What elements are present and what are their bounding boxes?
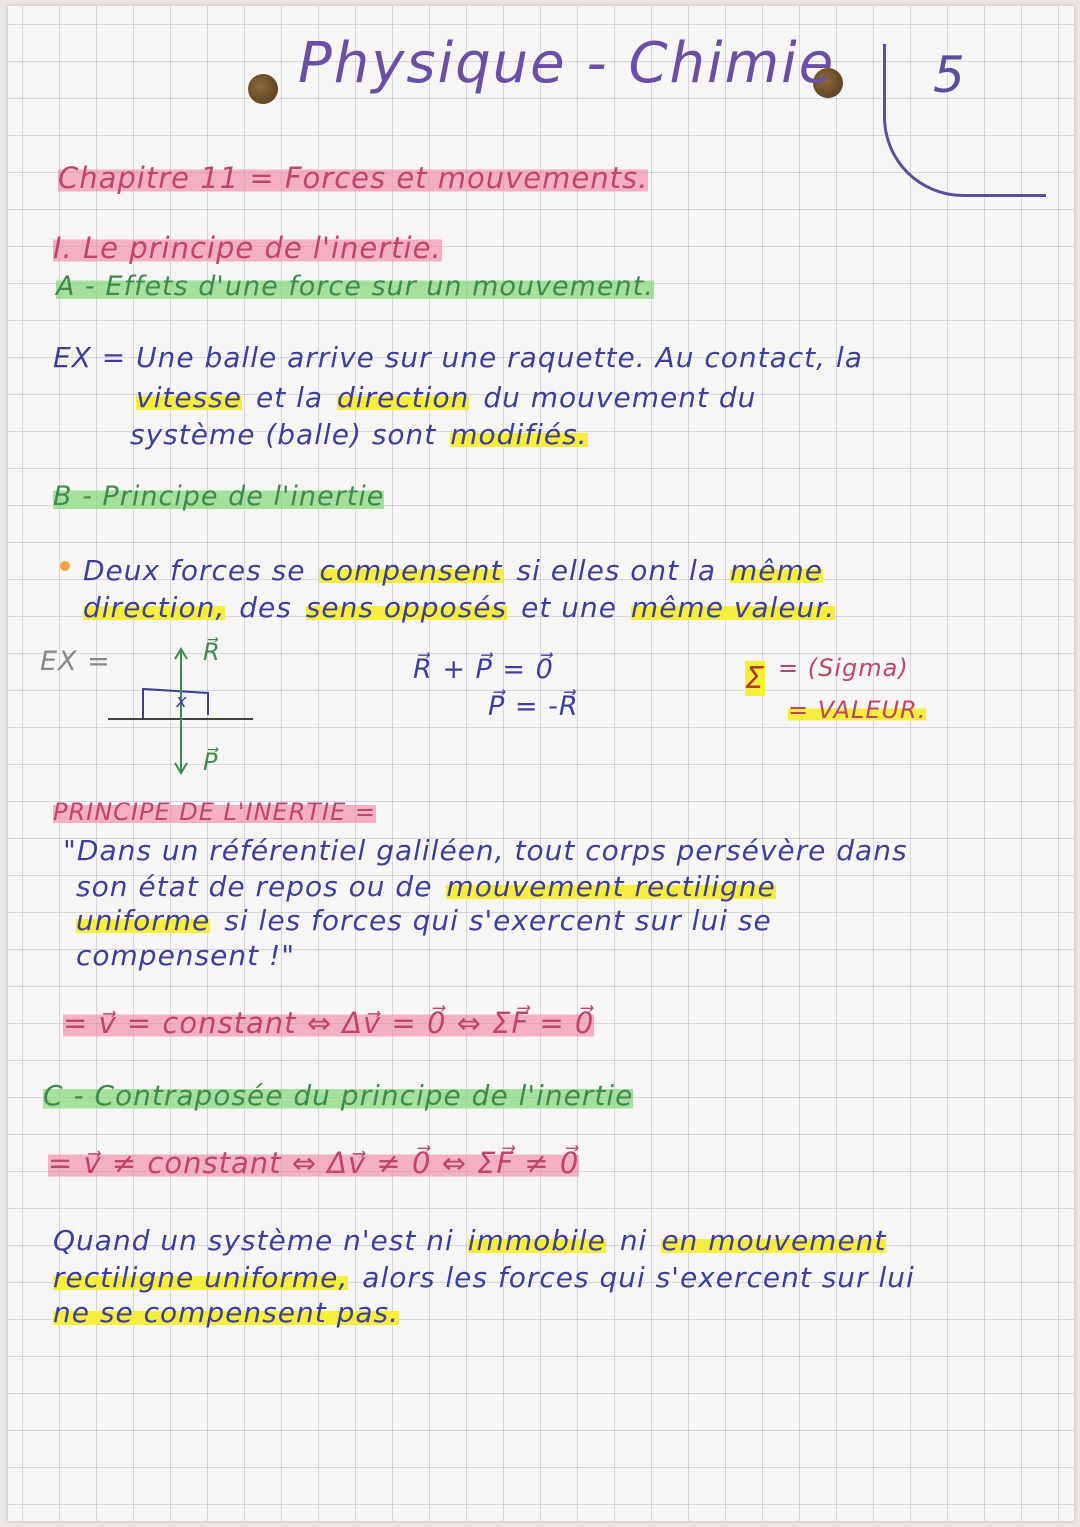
note-text: EX = Une balle arrive sur une raquette. Au contact, la [53, 341, 863, 374]
equation-sum: R⃗ + P⃗ = 0⃗ [413, 654, 554, 685]
highlighted-text: C - Contraposée du principe de l'inertie [43, 1079, 634, 1112]
note-line-principle-l2 [76, 870, 790, 903]
highlighted-text: mouvement rectiligne [446, 870, 776, 903]
note-text: et la [255, 381, 324, 414]
note-line-section-1 [53, 231, 456, 265]
note-line-conclusion-l2 [53, 1261, 929, 1294]
highlighted-text: même valeur. [630, 591, 836, 624]
note-line-principle-l1 [63, 834, 922, 867]
highlighted-text: même [730, 554, 824, 587]
sigma-value: = VALEUR. [788, 696, 927, 724]
grid-paper-page [8, 6, 1074, 1521]
note-text: "Dans un référentiel galiléen, tout corps persévère dans [63, 834, 908, 867]
note-line-section-b [53, 481, 398, 512]
note-text: alors les forces qui s'exercent sur lui [362, 1261, 915, 1294]
note-text: des [239, 591, 292, 624]
highlighted-text: vitesse [136, 381, 242, 414]
binder-hole-left [248, 74, 278, 104]
note-line-ex1-l1 [53, 341, 877, 374]
highlighted-text: B - Principe de l'inertie [53, 481, 385, 512]
highlighted-text: ne se compensent pas. [53, 1296, 399, 1329]
highlighted-text: I. Le principe de l'inertie. [53, 231, 442, 265]
sigma-note: = (Sigma) [778, 654, 909, 682]
highlighted-text: immobile [467, 1224, 606, 1257]
highlighted-text: direction [337, 381, 470, 414]
highlighted-text: = v⃗ ≠ constant ⇔ Δv⃗ ≠ 0⃗ ⇔ ΣF⃗ ≠ 0⃗ [48, 1146, 580, 1180]
note-line-equiv-1 [63, 1006, 608, 1040]
sigma-symbol: Σ [745, 661, 765, 696]
vector-r-label: R⃗ [203, 638, 221, 666]
highlighted-text: rectiligne uniforme, [53, 1261, 349, 1294]
example-label: EX = [40, 646, 111, 677]
note-line-rule-l2 [83, 591, 849, 624]
note-text: son état de repos ou de [76, 870, 433, 903]
page-title: Physique - Chimie [298, 31, 836, 96]
equation-opposite: P⃗ = -R⃗ [488, 691, 579, 722]
highlighted-text: Chapitre 11 = Forces et mouvements. [58, 161, 649, 195]
note-text: compensent !" [76, 939, 296, 972]
center-of-mass-mark: x [176, 691, 188, 712]
note-line-conclusion-l1 [53, 1224, 900, 1257]
note-line-conclusion-l3 [53, 1296, 413, 1329]
note-line-rule-l1 [83, 554, 837, 587]
note-text: et une [521, 591, 617, 624]
note-line-equiv-2 [48, 1146, 593, 1180]
highlighted-text: compensent [319, 554, 503, 587]
note-line-section-c [43, 1079, 647, 1112]
note-line-ex1-l3 [130, 418, 602, 451]
page-number: 5 [933, 46, 966, 104]
highlighted-text: modifiés. [450, 418, 588, 451]
note-text: ni [619, 1224, 648, 1257]
note-line-chapter [58, 161, 662, 195]
note-line-principle-l4 [76, 939, 309, 972]
note-line-principle-title [53, 798, 390, 826]
note-line-principle-l3 [76, 904, 786, 937]
highlighted-text: en mouvement [661, 1224, 887, 1257]
bullet-point [60, 561, 70, 571]
note-text: si elles ont la [516, 554, 716, 587]
note-text: système (balle) sont [130, 418, 437, 451]
note-text: Deux forces se [83, 554, 306, 587]
highlighted-text: = v⃗ = constant ⇔ Δv⃗ = 0⃗ ⇔ ΣF⃗ = 0⃗ [63, 1006, 595, 1040]
highlighted-text: A - Effets d'une force sur un mouvement. [56, 271, 654, 302]
note-text: du mouvement du [483, 381, 757, 414]
highlighted-text: sens opposés [305, 591, 508, 624]
highlighted-text: direction, [83, 591, 226, 624]
highlighted-text: PRINCIPE DE L'INERTIE = [53, 798, 377, 826]
vector-p-label: P⃗ [203, 748, 219, 776]
note-text: si les forces qui s'exercent sur lui se [224, 904, 772, 937]
highlighted-text: uniforme [76, 904, 211, 937]
note-line-section-a [56, 271, 668, 302]
note-line-ex1-l2 [136, 381, 770, 414]
note-text: Quand un système n'est ni [53, 1224, 454, 1257]
